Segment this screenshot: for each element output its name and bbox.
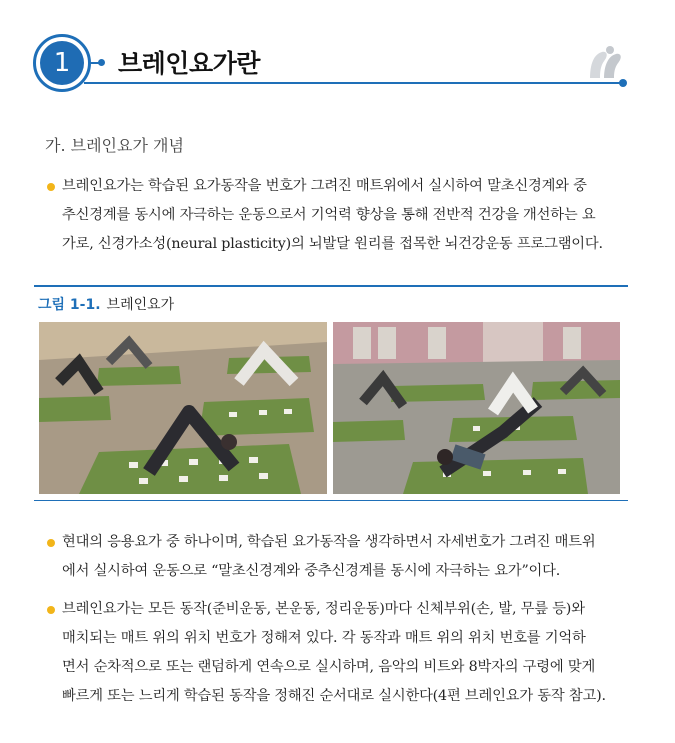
section-number: 1 [40,41,84,85]
paragraph-line: 추신경계를 동시에 자극하는 운동으로서 기억력 향상을 통해 전반적 건강을 개선하는 요 [62,207,596,223]
figure-label: 그림 1-1. [38,297,101,313]
yoga-figure-icon [586,44,624,82]
section-header [0,0,675,110]
bullet-dot [47,183,55,191]
bullet-dot [47,539,55,547]
header-divider [84,82,624,84]
figure-bottom-rule [34,500,628,501]
figure-caption-text: 브레인요가 [106,297,175,313]
paragraph-line: 가로, 신경가소성(neural plasticity)의 뇌발달 원리를 접목한 뇌건강운동 프로그램이다. [62,236,603,252]
subheading: 가. 브레인요가 개념 [45,136,184,155]
paragraph-mat-positions [62,595,630,711]
paragraph-line: 현대의 응용요가 중 하나이며, 학습된 요가동작을 생각하면서 자세번호가 그려진 매트위 [62,534,596,550]
yoga-class-photo-right [333,322,620,494]
paragraph-line: 면서 순차적으로 또는 랜덤하게 연속으로 실시하며, 음악의 비트와 8박자의 구령에 맞게 [62,659,596,675]
section-number-badge [33,34,91,92]
badge-connector-dot [98,59,105,66]
section-title: 브레인요가란 [118,49,260,78]
figure-top-rule [34,285,628,287]
paragraph-line: 브레인요가는 모든 동작(준비운동, 본운동, 정리운동)마다 신체부위(손, 발, 무릎 등)와 [62,601,585,617]
figure-caption [38,294,174,314]
bullet-dot [47,606,55,614]
paragraph-applied-yoga [62,528,630,586]
paragraph-line: 브레인요가는 학습된 요가동작을 번호가 그려진 매트위에서 실시하여 말초신경계와 중 [62,178,587,194]
paragraph-concept [62,172,630,259]
paragraph-line: 에서 실시하여 운동으로 “말초신경계와 중추신경계를 동시에 자극하는 요가”이다. [62,563,561,579]
paragraph-line: 빠르게 또는 느리게 학습된 동작을 정해진 순서대로 실시한다(4편 브레인요가 동작 참고). [62,688,606,704]
yoga-class-photo-left [39,322,327,494]
paragraph-line: 매치되는 매트 위의 위치 번호가 정해져 있다. 각 동작과 매트 위의 위치 번호를 기억하 [62,630,586,646]
